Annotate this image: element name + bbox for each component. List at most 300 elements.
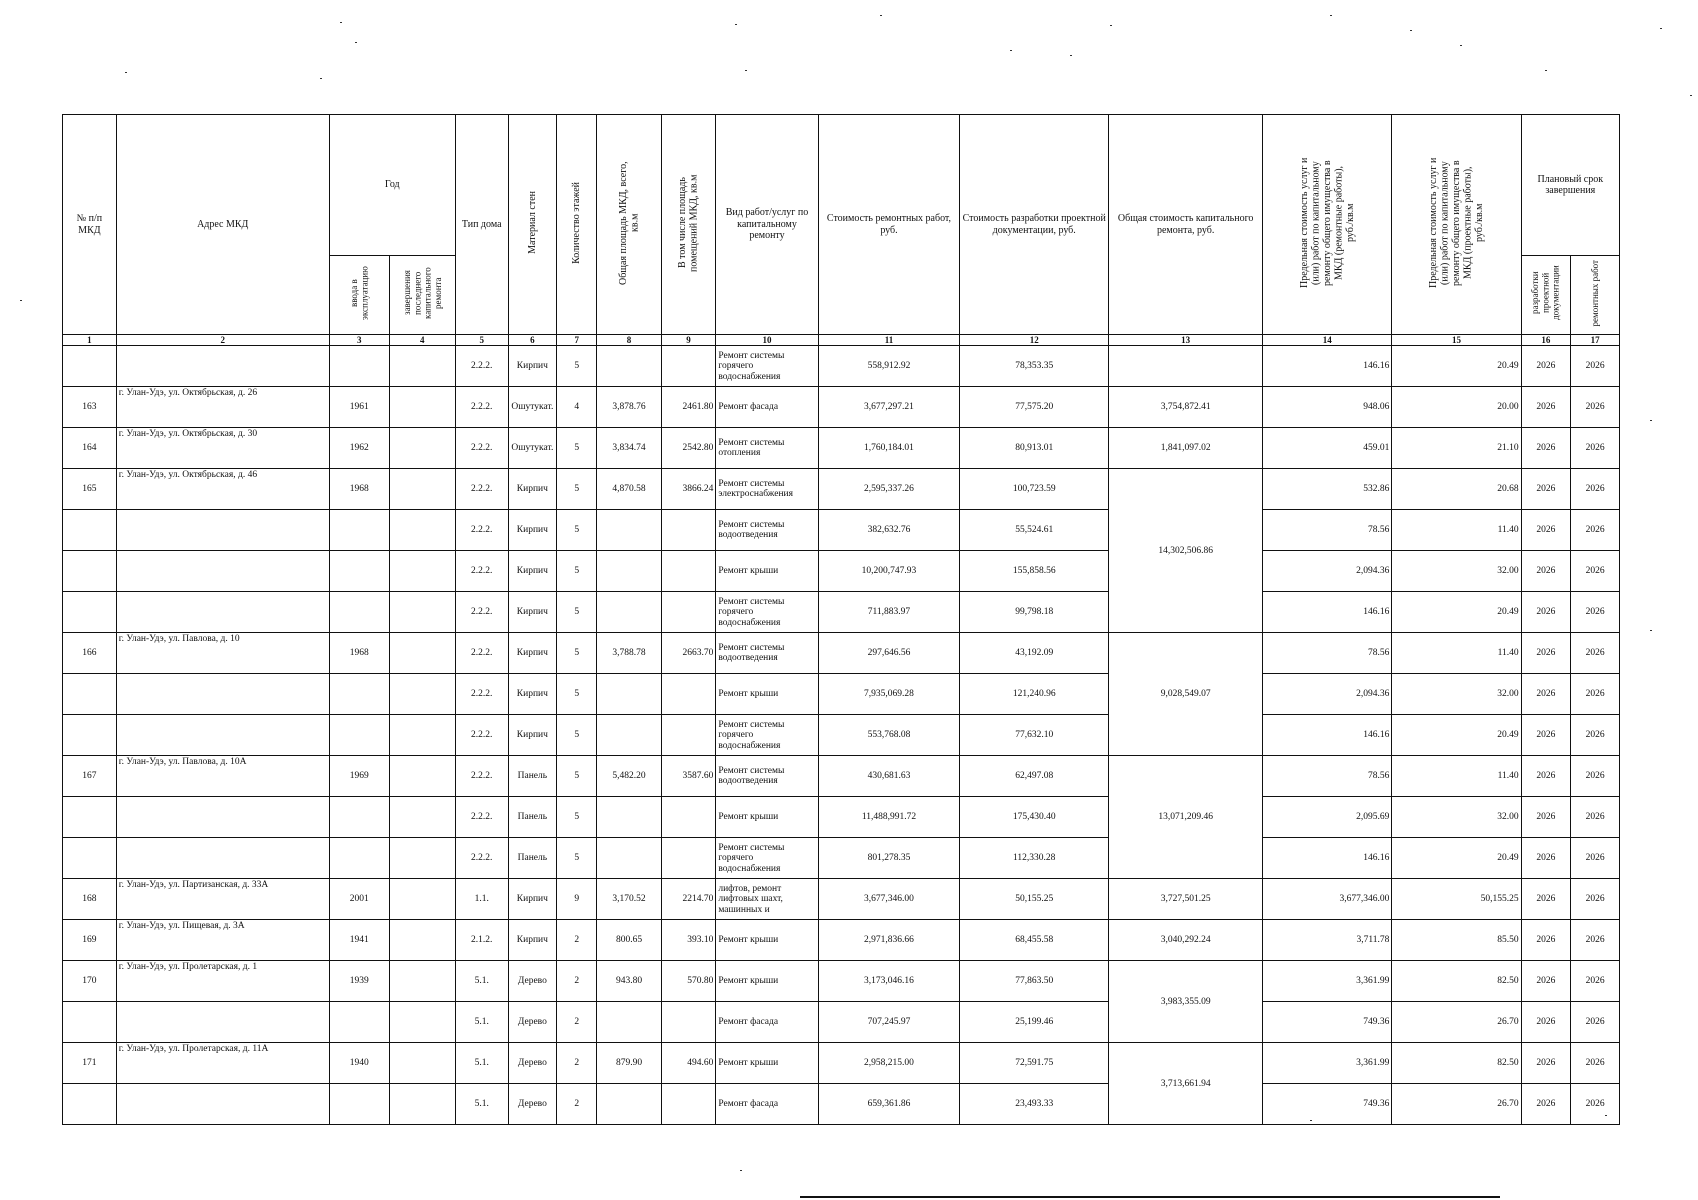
- table-row: [63, 961, 1620, 1002]
- row-limit-design: 20.00: [1392, 387, 1521, 428]
- column-number: 8: [597, 335, 661, 346]
- row-deadline-design: 2026: [1521, 510, 1571, 551]
- row-floors: 2: [557, 920, 597, 961]
- row-number: [63, 715, 117, 756]
- row-repair-cost: 801,278.35: [818, 838, 960, 879]
- row-year-commission: [329, 551, 389, 592]
- row-wall-material: Панель: [508, 797, 557, 838]
- row-limit-repair: 3,361.99: [1263, 1043, 1392, 1084]
- column-number: 15: [1392, 335, 1521, 346]
- header-year-last-repair: завершения последнего капитального ремонта: [389, 256, 455, 335]
- row-work-type: Ремонт системы отопления: [716, 428, 818, 469]
- row-number: [63, 674, 117, 715]
- row-design-cost: 155,858.56: [960, 551, 1109, 592]
- row-address: [116, 715, 329, 756]
- row-work-type: Ремонт крыши: [716, 551, 818, 592]
- table-row: [63, 510, 1620, 551]
- row-house-type: 5.1.: [455, 1084, 508, 1125]
- row-year-commission: 1962: [329, 428, 389, 469]
- row-house-type: 2.2.2.: [455, 674, 508, 715]
- row-work-type: Ремонт системы водоотведения: [716, 510, 818, 551]
- header-house-type: Тип дома: [455, 115, 508, 335]
- row-floors: 5: [557, 633, 597, 674]
- row-repair-cost: 659,361.86: [818, 1084, 960, 1125]
- row-work-type: Ремонт крыши: [716, 1043, 818, 1084]
- row-deadline-design: 2026: [1521, 715, 1571, 756]
- row-wall-material: Кирпич: [508, 551, 557, 592]
- row-limit-design: 20.49: [1392, 715, 1521, 756]
- row-wall-material: Кирпич: [508, 674, 557, 715]
- row-number: 165: [63, 469, 117, 510]
- row-year-commission: 1941: [329, 920, 389, 961]
- row-floors: 5: [557, 346, 597, 387]
- row-house-type: 1.1.: [455, 879, 508, 920]
- row-total-area: [597, 1084, 661, 1125]
- row-limit-repair: 3,711.78: [1263, 920, 1392, 961]
- column-number: 14: [1263, 335, 1392, 346]
- row-address: [116, 346, 329, 387]
- scan-speck: [1605, 1115, 1607, 1116]
- row-total-area: [597, 838, 661, 879]
- table-row: [63, 1043, 1620, 1084]
- row-total-area: 943.80: [597, 961, 661, 1002]
- row-year-commission: 1968: [329, 469, 389, 510]
- scan-speck: [355, 42, 357, 43]
- row-premises-area: 3587.60: [661, 756, 716, 797]
- row-house-type: 2.2.2.: [455, 510, 508, 551]
- row-house-type: 5.1.: [455, 961, 508, 1002]
- row-deadline-works: 2026: [1571, 592, 1620, 633]
- row-design-cost: 72,591.75: [960, 1043, 1109, 1084]
- table-row: [63, 1084, 1620, 1125]
- row-number: 164: [63, 428, 117, 469]
- row-deadline-design: 2026: [1521, 633, 1571, 674]
- row-year-commission: [329, 510, 389, 551]
- row-total-area: 4,870.58: [597, 469, 661, 510]
- row-floors: 5: [557, 797, 597, 838]
- scan-speck: [745, 70, 747, 71]
- row-limit-repair: 78.56: [1263, 510, 1392, 551]
- row-work-type: Ремонт фасада: [716, 1084, 818, 1125]
- row-limit-design: 50,155.25: [1392, 879, 1521, 920]
- header-limit-repair: Предельная стоимость услуг и (или) работ по капитальному ремонту общего имущества в МКД (ремонтные работы), руб./кв.м: [1263, 115, 1392, 335]
- header-address: Адрес МКД: [116, 115, 329, 335]
- row-total-area: [597, 551, 661, 592]
- row-wall-material: Кирпич: [508, 510, 557, 551]
- row-wall-material: Дерево: [508, 1043, 557, 1084]
- row-total-area: [597, 674, 661, 715]
- row-total-cost: 9,028,549.07: [1109, 633, 1263, 756]
- row-floors: 4: [557, 387, 597, 428]
- row-deadline-design: 2026: [1521, 838, 1571, 879]
- row-year-commission: 1961: [329, 387, 389, 428]
- row-repair-cost: 430,681.63: [818, 756, 960, 797]
- row-floors: 5: [557, 592, 597, 633]
- row-limit-repair: 78.56: [1263, 756, 1392, 797]
- row-year-last-repair: [389, 428, 455, 469]
- row-total-cost: [1109, 346, 1263, 387]
- row-limit-repair: 146.16: [1263, 838, 1392, 879]
- column-number: 12: [960, 335, 1109, 346]
- row-repair-cost: 2,958,215.00: [818, 1043, 960, 1084]
- row-year-last-repair: [389, 674, 455, 715]
- row-work-type: Ремонт крыши: [716, 674, 818, 715]
- row-design-cost: 78,353.35: [960, 346, 1109, 387]
- row-house-type: 5.1.: [455, 1043, 508, 1084]
- row-repair-cost: 553,768.08: [818, 715, 960, 756]
- row-deadline-works: 2026: [1571, 920, 1620, 961]
- row-year-last-repair: [389, 592, 455, 633]
- row-floors: 2: [557, 1043, 597, 1084]
- row-limit-design: 85.50: [1392, 920, 1521, 961]
- row-total-cost: 3,727,501.25: [1109, 879, 1263, 920]
- row-year-last-repair: [389, 715, 455, 756]
- row-number: [63, 551, 117, 592]
- row-year-last-repair: [389, 551, 455, 592]
- row-house-type: 2.2.2.: [455, 633, 508, 674]
- row-wall-material: Кирпич: [508, 346, 557, 387]
- row-work-type: лифтов, ремонт лифтовых шахт, машинных и: [716, 879, 818, 920]
- table-row: [63, 715, 1620, 756]
- row-year-commission: [329, 1084, 389, 1125]
- row-limit-repair: 749.36: [1263, 1002, 1392, 1043]
- row-repair-cost: 558,912.92: [818, 346, 960, 387]
- row-year-commission: 2001: [329, 879, 389, 920]
- scan-speck: [1690, 95, 1692, 96]
- row-number: [63, 1084, 117, 1125]
- row-wall-material: Ошутукат.: [508, 428, 557, 469]
- row-year-last-repair: [389, 1002, 455, 1043]
- scan-speck: [125, 72, 127, 73]
- row-premises-area: 2663.70: [661, 633, 716, 674]
- row-deadline-design: 2026: [1521, 592, 1571, 633]
- register-body: [63, 346, 1620, 1125]
- row-premises-area: 3866.24: [661, 469, 716, 510]
- row-house-type: 2.2.2.: [455, 797, 508, 838]
- row-address: г. Улан-Удэ, ул. Партизанская, д. 33А: [116, 879, 329, 920]
- scan-speck: [1110, 25, 1112, 26]
- row-premises-area: 494.60: [661, 1043, 716, 1084]
- table-row: [63, 674, 1620, 715]
- row-deadline-design: 2026: [1521, 674, 1571, 715]
- row-year-last-repair: [389, 961, 455, 1002]
- row-premises-area: [661, 510, 716, 551]
- row-deadline-design: 2026: [1521, 428, 1571, 469]
- row-deadline-works: 2026: [1571, 961, 1620, 1002]
- row-total-area: 3,170.52: [597, 879, 661, 920]
- row-deadline-works: 2026: [1571, 674, 1620, 715]
- row-year-last-repair: [389, 838, 455, 879]
- header-deadline: Плановый срок завершения: [1521, 115, 1619, 256]
- row-deadline-works: 2026: [1571, 346, 1620, 387]
- row-house-type: 2.2.2.: [455, 469, 508, 510]
- scan-speck: [1070, 55, 1072, 56]
- row-design-cost: 77,632.10: [960, 715, 1109, 756]
- row-total-cost: 3,754,872.41: [1109, 387, 1263, 428]
- row-limit-repair: 2,095.69: [1263, 797, 1392, 838]
- column-number: 13: [1109, 335, 1263, 346]
- row-year-commission: [329, 715, 389, 756]
- column-number-row: [63, 335, 1620, 346]
- column-number: 16: [1521, 335, 1571, 346]
- row-address: [116, 1002, 329, 1043]
- row-year-last-repair: [389, 756, 455, 797]
- row-repair-cost: 2,595,337.26: [818, 469, 960, 510]
- row-limit-repair: 2,094.36: [1263, 551, 1392, 592]
- scan-speck: [1330, 15, 1332, 16]
- row-design-cost: 77,863.50: [960, 961, 1109, 1002]
- scan-speck: [1410, 30, 1412, 31]
- row-deadline-design: 2026: [1521, 797, 1571, 838]
- table-row: [63, 469, 1620, 510]
- row-number: [63, 838, 117, 879]
- scan-speck: [1460, 45, 1462, 46]
- row-premises-area: 2461.80: [661, 387, 716, 428]
- header-wall-material: Материал стен: [508, 115, 557, 335]
- row-wall-material: Кирпич: [508, 920, 557, 961]
- row-premises-area: 393.10: [661, 920, 716, 961]
- row-year-commission: 1969: [329, 756, 389, 797]
- row-number: [63, 592, 117, 633]
- header-work-type: Вид работ/услуг по капитальному ремонту: [716, 115, 818, 335]
- row-repair-cost: 707,245.97: [818, 1002, 960, 1043]
- row-work-type: Ремонт фасада: [716, 387, 818, 428]
- row-work-type: Ремонт системы горячего водоснабжения: [716, 838, 818, 879]
- row-address: г. Улан-Удэ, ул. Пролетарская, д. 11А: [116, 1043, 329, 1084]
- row-repair-cost: 297,646.56: [818, 633, 960, 674]
- row-floors: 5: [557, 428, 597, 469]
- capital-repair-register-table: [62, 114, 1620, 1125]
- column-number: 7: [557, 335, 597, 346]
- row-total-area: 800.65: [597, 920, 661, 961]
- row-year-last-repair: [389, 920, 455, 961]
- row-total-area: [597, 346, 661, 387]
- row-repair-cost: 711,883.97: [818, 592, 960, 633]
- row-limit-design: 11.40: [1392, 510, 1521, 551]
- row-number: [63, 346, 117, 387]
- scan-speck: [1650, 630, 1652, 631]
- row-limit-repair: 948.06: [1263, 387, 1392, 428]
- bottom-rule: [800, 1196, 1500, 1198]
- row-address: [116, 674, 329, 715]
- row-repair-cost: 2,971,836.66: [818, 920, 960, 961]
- row-wall-material: Кирпич: [508, 715, 557, 756]
- scan-speck: [1660, 28, 1662, 29]
- header-repair-cost: Стоимость ремонтных работ, руб.: [818, 115, 960, 335]
- scan-speck: [735, 24, 737, 25]
- row-address: [116, 838, 329, 879]
- row-limit-design: 20.68: [1392, 469, 1521, 510]
- row-total-area: [597, 1002, 661, 1043]
- row-floors: 5: [557, 551, 597, 592]
- scan-speck: [1545, 70, 1547, 71]
- row-limit-design: 21.10: [1392, 428, 1521, 469]
- row-year-commission: [329, 346, 389, 387]
- row-design-cost: 55,524.61: [960, 510, 1109, 551]
- row-wall-material: Панель: [508, 756, 557, 797]
- row-total-cost: 14,302,506.86: [1109, 469, 1263, 633]
- row-address: г. Улан-Удэ, ул. Октябрьская, д. 26: [116, 387, 329, 428]
- header-limit-design: Предельная стоимость услуг и (или) работ по капитальному ремонту общего имущества в МКД (проектные работы), руб./кв.м: [1392, 115, 1521, 335]
- row-year-last-repair: [389, 1043, 455, 1084]
- row-wall-material: Кирпич: [508, 879, 557, 920]
- row-wall-material: Кирпич: [508, 469, 557, 510]
- row-floors: 5: [557, 756, 597, 797]
- row-deadline-design: 2026: [1521, 879, 1571, 920]
- table-row: [63, 838, 1620, 879]
- row-number: 166: [63, 633, 117, 674]
- row-premises-area: [661, 797, 716, 838]
- row-work-type: Ремонт системы горячего водоснабжения: [716, 346, 818, 387]
- row-floors: 5: [557, 674, 597, 715]
- row-year-last-repair: [389, 469, 455, 510]
- header-year-commission: ввода в эксплуатацию: [329, 256, 389, 335]
- row-floors: 2: [557, 961, 597, 1002]
- table-row: [63, 387, 1620, 428]
- row-wall-material: Дерево: [508, 1002, 557, 1043]
- row-limit-repair: 146.16: [1263, 346, 1392, 387]
- row-repair-cost: 3,677,297.21: [818, 387, 960, 428]
- row-work-type: Ремонт системы водоотведения: [716, 756, 818, 797]
- row-design-cost: 43,192.09: [960, 633, 1109, 674]
- row-wall-material: Дерево: [508, 1084, 557, 1125]
- row-limit-repair: 749.36: [1263, 1084, 1392, 1125]
- row-repair-cost: 11,488,991.72: [818, 797, 960, 838]
- row-deadline-design: 2026: [1521, 920, 1571, 961]
- row-deadline-design: 2026: [1521, 961, 1571, 1002]
- row-deadline-works: 2026: [1571, 1002, 1620, 1043]
- scan-speck: [320, 78, 322, 79]
- row-number: 163: [63, 387, 117, 428]
- table-row: [63, 879, 1620, 920]
- row-year-commission: [329, 674, 389, 715]
- row-limit-repair: 146.16: [1263, 715, 1392, 756]
- row-deadline-works: 2026: [1571, 387, 1620, 428]
- row-total-cost: 3,040,292.24: [1109, 920, 1263, 961]
- row-house-type: 2.2.2.: [455, 428, 508, 469]
- row-total-area: [597, 592, 661, 633]
- row-work-type: Ремонт системы горячего водоснабжения: [716, 592, 818, 633]
- row-floors: 5: [557, 715, 597, 756]
- row-premises-area: [661, 674, 716, 715]
- row-limit-design: 82.50: [1392, 961, 1521, 1002]
- scan-speck: [20, 300, 22, 301]
- row-limit-design: 32.00: [1392, 674, 1521, 715]
- row-limit-repair: 146.16: [1263, 592, 1392, 633]
- row-floors: 5: [557, 510, 597, 551]
- row-design-cost: 68,455.58: [960, 920, 1109, 961]
- table-row: [63, 797, 1620, 838]
- column-number: 3: [329, 335, 389, 346]
- row-house-type: 5.1.: [455, 1002, 508, 1043]
- row-limit-design: 20.49: [1392, 346, 1521, 387]
- row-address: [116, 592, 329, 633]
- row-total-area: [597, 510, 661, 551]
- row-design-cost: 62,497.08: [960, 756, 1109, 797]
- row-wall-material: Дерево: [508, 961, 557, 1002]
- row-premises-area: [661, 592, 716, 633]
- row-address: г. Улан-Удэ, ул. Павлова, д. 10А: [116, 756, 329, 797]
- row-limit-design: 11.40: [1392, 633, 1521, 674]
- row-year-commission: 1939: [329, 961, 389, 1002]
- scan-speck: [1310, 1120, 1312, 1121]
- row-year-last-repair: [389, 1084, 455, 1125]
- row-limit-design: 11.40: [1392, 756, 1521, 797]
- row-work-type: Ремонт крыши: [716, 920, 818, 961]
- row-work-type: Ремонт крыши: [716, 797, 818, 838]
- row-repair-cost: 7,935,069.28: [818, 674, 960, 715]
- row-limit-repair: 2,094.36: [1263, 674, 1392, 715]
- row-deadline-works: 2026: [1571, 797, 1620, 838]
- row-deadline-design: 2026: [1521, 346, 1571, 387]
- table-row: [63, 1002, 1620, 1043]
- row-floors: 2: [557, 1002, 597, 1043]
- row-floors: 5: [557, 469, 597, 510]
- table-row: [63, 551, 1620, 592]
- row-year-last-repair: [389, 879, 455, 920]
- row-design-cost: 50,155.25: [960, 879, 1109, 920]
- row-house-type: 2.2.2.: [455, 346, 508, 387]
- row-premises-area: [661, 715, 716, 756]
- row-work-type: Ремонт системы электроснабжения: [716, 469, 818, 510]
- row-total-area: [597, 797, 661, 838]
- row-design-cost: 99,798.18: [960, 592, 1109, 633]
- row-design-cost: 100,723.59: [960, 469, 1109, 510]
- row-limit-design: 20.49: [1392, 592, 1521, 633]
- row-limit-design: 26.70: [1392, 1084, 1521, 1125]
- column-number: 5: [455, 335, 508, 346]
- row-premises-area: 2214.70: [661, 879, 716, 920]
- row-floors: 9: [557, 879, 597, 920]
- row-wall-material: Кирпич: [508, 592, 557, 633]
- header-total-area: Общая площадь МКД, всего, кв.м: [597, 115, 661, 335]
- row-deadline-works: 2026: [1571, 715, 1620, 756]
- row-deadline-design: 2026: [1521, 1002, 1571, 1043]
- row-premises-area: 570.80: [661, 961, 716, 1002]
- row-work-type: Ремонт системы водоотведения: [716, 633, 818, 674]
- table-row: [63, 920, 1620, 961]
- row-floors: 2: [557, 1084, 597, 1125]
- row-design-cost: 175,430.40: [960, 797, 1109, 838]
- row-year-last-repair: [389, 346, 455, 387]
- row-repair-cost: 10,200,747.93: [818, 551, 960, 592]
- row-year-commission: [329, 797, 389, 838]
- column-number: 4: [389, 335, 455, 346]
- row-premises-area: [661, 1002, 716, 1043]
- row-repair-cost: 1,760,184.01: [818, 428, 960, 469]
- row-address: г. Улан-Удэ, ул. Пищевая, д. 3А: [116, 920, 329, 961]
- row-design-cost: 80,913.01: [960, 428, 1109, 469]
- row-limit-design: 32.00: [1392, 797, 1521, 838]
- row-deadline-works: 2026: [1571, 1084, 1620, 1125]
- row-premises-area: 2542.80: [661, 428, 716, 469]
- row-deadline-works: 2026: [1571, 633, 1620, 674]
- row-design-cost: 121,240.96: [960, 674, 1109, 715]
- row-design-cost: 112,330.28: [960, 838, 1109, 879]
- header-total-cost: Общая стоимость капитального ремонта, руб.: [1109, 115, 1263, 335]
- row-year-commission: [329, 592, 389, 633]
- header-deadline-works: ремонтных работ: [1571, 256, 1620, 335]
- table-row: [63, 346, 1620, 387]
- row-year-last-repair: [389, 510, 455, 551]
- row-address: г. Улан-Удэ, ул. Октябрьская, д. 46: [116, 469, 329, 510]
- column-number: 6: [508, 335, 557, 346]
- row-house-type: 2.1.2.: [455, 920, 508, 961]
- row-total-cost: 1,841,097.02: [1109, 428, 1263, 469]
- row-wall-material: Ошутукат.: [508, 387, 557, 428]
- scan-speck: [1650, 420, 1652, 421]
- row-year-last-repair: [389, 633, 455, 674]
